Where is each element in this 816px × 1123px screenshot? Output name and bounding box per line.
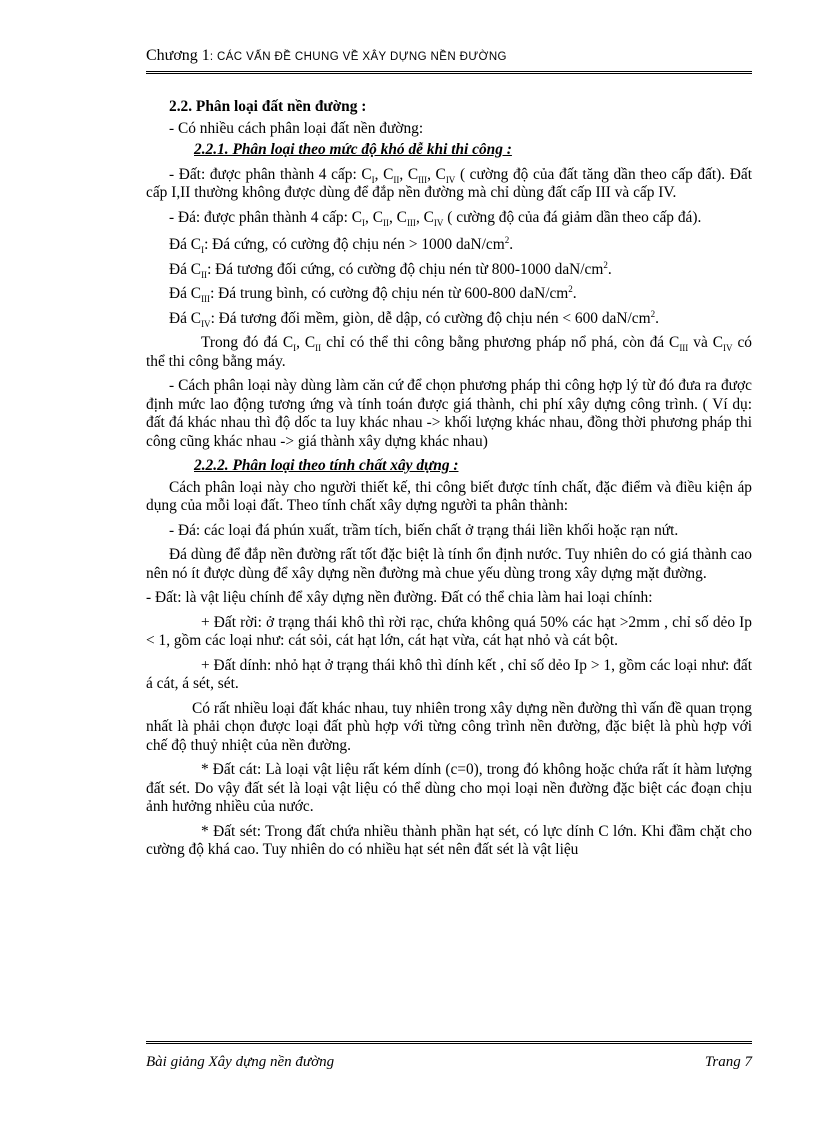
paragraph-dat-set: * Đất sét: Trong đất chứa nhiều thành phần hạt sét, có lực dính C lớn. Khi đầm chặt cho cường độ khá cao. Tuy nhiên do có nhiều hạt sét nên đất sét là vật liệu: [146, 822, 752, 858]
paragraph-dat-dinh: + Đất dính: nhỏ hạt ở trạng thái khô thì dính kết , chỉ số dẻo Ip > 1, gồm các loại như: đất á cát, á sét, sét.: [146, 656, 752, 692]
header-rule: [146, 71, 752, 74]
rock-grade-3: Đá $C_{III}$: Đá trung bình, có cường độ chịu nén từ 600-800 daN/$cm^2$.: [169, 283, 577, 305]
paragraph-dat-grades: - Đất: được phân thành 4 cấp: $C_I$, $C_{II}$, $C_{III}$, $C_{IV}$ ( cường độ của đất tăng dần theo cấp đất). Đất cấp I,II thường không được dùng để đắp nền đường mà chỉ dùng đất cấp III và cấp IV.: [146, 165, 752, 201]
section-heading-2-2-2: 2.2.2. Phân loại theo tính chất xây dựng :: [194, 457, 459, 474]
page-header: [146, 46, 752, 67]
paragraph-cach-phan-loai-2: Cách phân loại này cho người thiết kế, thi công biết được tính chất, đặc điểm và điều kiện áp dụng của mỗi loại đất. Theo tính chất xây dựng người ta phân thành:: [146, 478, 752, 514]
rock-grade-1: Đá $C_I$: Đá cứng, có cường độ chịu nén > 1000 daN/$cm^2$.: [169, 234, 514, 256]
paragraph-dat-roi: + Đất rời: ở trạng thái khô thì rời rạc, chứa không quá 50% các hạt >2mm , chỉ số dẻo Ip < 1, gồm các loại như: cát sỏi, cát hạt lớn, cát hạt vừa, cát hạt nhỏ và cát bột.: [146, 613, 752, 649]
rock-grade-4: Đá $C_{IV}$: Đá tương đối mềm, giòn, dễ dập, có cường độ chịu nén < 600 daN/$cm^2$.: [169, 308, 659, 329]
paragraph-co-rat-nhieu: Có rất nhiều loại đất khác nhau, tuy nhiên trong xây dựng nền đường thì vấn đề quan trọng nhất là phải chọn được loại đất phù hợp với từng công trình nền đường, đặc biệt là phù hợp với chế độ thuỷ nhiệt của nền đường.: [146, 699, 752, 754]
footer-rule: [146, 1041, 752, 1044]
paragraph-da-grades: - Đá: được phân thành 4 cấp: $C_I$, $C_{II}$, $C_{III}$, $C_{IV}$ ( cường độ của đá giảm dần theo cấp đá).: [169, 208, 702, 228]
page-body: [146, 98, 752, 860]
paragraph-dat-cat: * Đất cát: Là loại vật liệu rất kém dính (c=0), trong đó không hoặc chứa rất ít hàm lượng đất sét. Do vậy đất sét là loại vật liệu có thể dùng cho mọi loại nền đường đặc biệt các đoạn chịu ảnh hưởng nhiều của nước.: [146, 761, 752, 815]
chapter-title: : CÁC VẤN ĐỀ CHUNG VỀ XÂY DỰNG NỀN ĐƯỜNG: [209, 51, 507, 63]
rock-grade-2: Đá $C_{II}$: Đá tương đối cứng, có cường độ chịu nén từ 800-1000 daN/$cm^2$.: [169, 259, 612, 280]
chapter-label: Chương 1: [146, 47, 210, 64]
paragraph-intro: - Có nhiều cách phân loại đất nền đường:: [169, 119, 424, 137]
footer-course-title: Bài giảng Xây dựng nền đường: [146, 1054, 335, 1070]
paragraph-da-dung: Đá dùng để đắp nền đường rất tốt đặc biệt là tính ổn định nước. Tuy nhiên do có giá thành cao nên nó ít được dùng để xây dựng nền đường mà chue yếu dùng trong xây dựng mặt đường.: [146, 546, 752, 582]
paragraph-dat: - Đất: là vật liệu chính để xây dựng nền đường. Đất có thể chia làm hai loại chính:: [146, 589, 653, 606]
paragraph-da: - Đá: các loại đá phún xuất, trầm tích, biến chất ở trạng thái liền khối hoặc rạn nứt.: [169, 521, 679, 539]
section-heading-2-2-1: 2.2.1. Phân loại theo mức độ khó dễ khi thi công :: [194, 141, 512, 158]
paragraph-cach-phan-loai: - Cách phân loại này dùng làm căn cứ để chọn phương pháp thi công hợp lý từ đó đưa ra được định mức lao động tương ứng và tính toán được giá thành, chi phí xây dựng công trình. ( Ví dụ: đất đá khác nhau thì độ dốc ta luy khác nhau -> khối lượng khác nhau, đồng thời phương pháp thi công cũng khác nhau -> giá thành xây dựng khác nhau): [146, 377, 752, 450]
page-number: Trang 7: [704, 1054, 752, 1070]
paragraph-trong-do: Trong đó đá $C_I$, $C_{II}$ chỉ có thể thi công bằng phương pháp nổ phá, còn đá $C_{III}$ và $C_{IV}$ có thể thi công bằng máy.: [146, 334, 752, 370]
section-heading-2-2: 2.2. Phân loại đất nền đường :: [169, 98, 367, 115]
